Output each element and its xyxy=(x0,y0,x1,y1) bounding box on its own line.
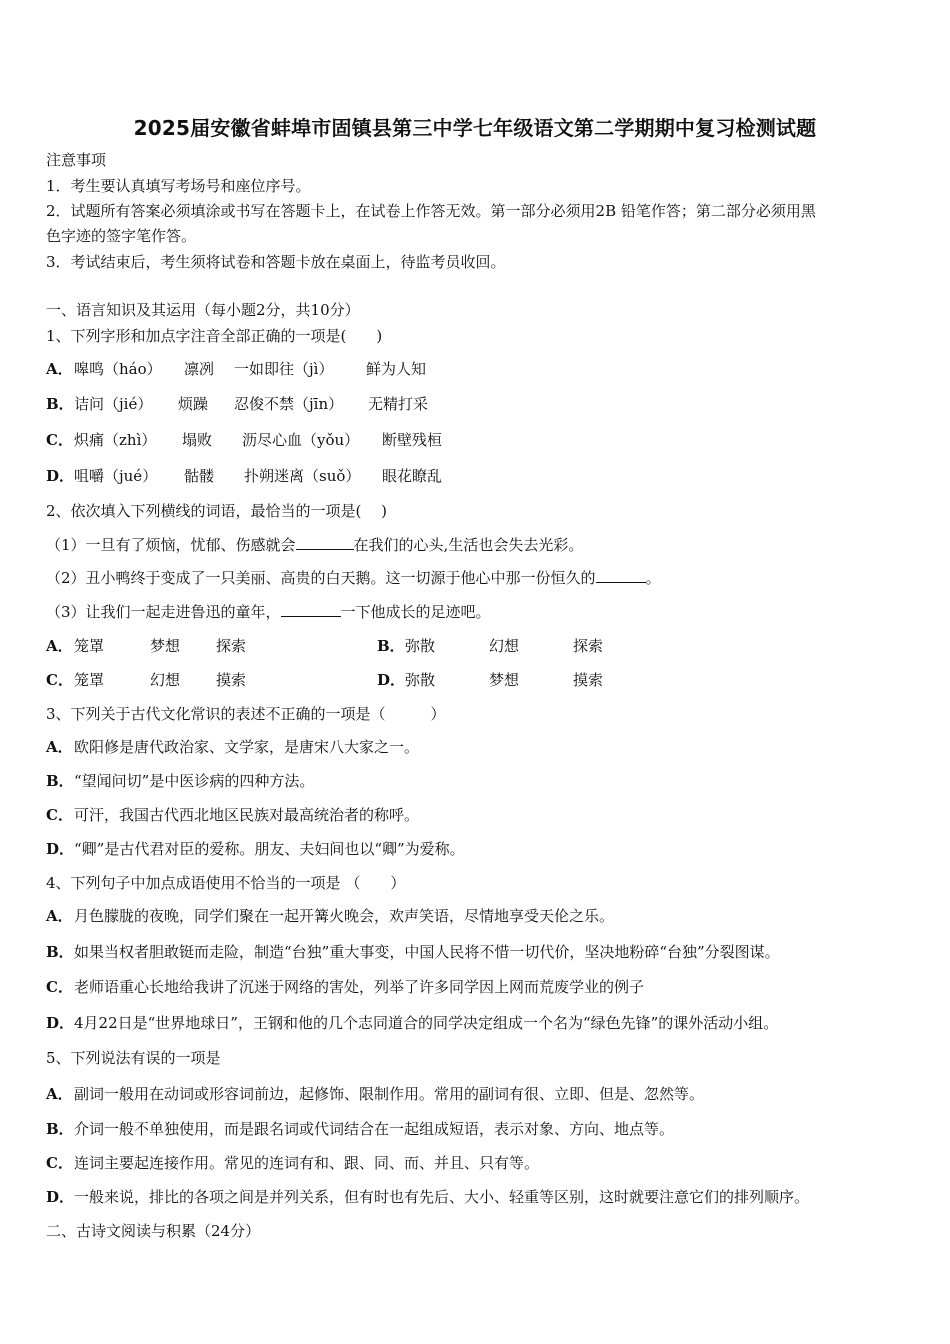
option-word: 诘问（jié） xyxy=(74,395,153,413)
option-label: D． xyxy=(46,840,75,858)
q4-option-a xyxy=(46,906,614,926)
option-word: 笼罩 xyxy=(74,637,105,655)
option-word: 炽痛（zhì） xyxy=(74,431,157,449)
notice-item-2-cont: 色字迹的签字笔作答。 xyxy=(46,227,197,245)
sentence-text: 一下他成长的足迹吧。 xyxy=(340,603,491,621)
section-heading-2: 二、古诗文阅读与积累（24分） xyxy=(46,1222,261,1240)
option-word: 扑朔迷离（suǒ） xyxy=(244,467,361,485)
option-label: D． xyxy=(46,1014,75,1032)
q2-option-b xyxy=(377,636,603,656)
option-word: 梦想 xyxy=(489,671,520,689)
option-text: 如果当权者胆敢铤而走险，制造“台独”重大事变，中国人民将不惜一切代价，坚决地粉碎“台独”分裂图谋。 xyxy=(74,943,780,961)
option-label: B． xyxy=(46,395,74,413)
sentence-text: （3）让我们一起走进鲁迅的童年， xyxy=(46,603,281,621)
option-word: 笼罩 xyxy=(74,671,105,689)
notice-item-1: 1．考生要认真填写考场号和座位序号。 xyxy=(46,177,311,195)
option-word: 咀嚼（jué） xyxy=(74,467,158,485)
q3-option-d xyxy=(46,839,465,859)
option-label: D． xyxy=(46,467,75,485)
q1-option-d xyxy=(46,466,442,486)
question-5-stem: 5、下列说法有误的一项是 xyxy=(46,1049,221,1067)
option-text: 连词主要起连接作用。常见的连词有和、跟、同、而、并且、只有等。 xyxy=(74,1154,540,1172)
q2-option-a xyxy=(46,636,246,656)
option-label: A． xyxy=(46,637,73,655)
option-text: 欧阳修是唐代政治家、文学家，是唐宋八大家之一。 xyxy=(74,738,420,756)
option-word: 沥尽心血（yǒu） xyxy=(242,431,360,449)
option-word: 无精打采 xyxy=(368,395,429,413)
option-word: 塌败 xyxy=(182,431,213,449)
option-text: 介词一般不单独使用，而是跟名词或代词结合在一起组成短语，表示对象、方向、地点等。 xyxy=(74,1120,675,1138)
option-label: D． xyxy=(46,1188,75,1206)
option-text: 可汗，我国古代西北地区民族对最高统治者的称呼。 xyxy=(74,806,420,824)
question-1-stem: 1、下列字形和加点字注音全部正确的一项是( ) xyxy=(46,327,383,345)
q5-option-b xyxy=(46,1119,674,1139)
option-label: A． xyxy=(46,360,73,378)
option-word: 断壁残桓 xyxy=(382,431,443,449)
page-title: 2025届安徽省蚌埠市固镇县第三中学七年级语文第二学期期中复习检测试题 xyxy=(133,116,817,140)
q1-option-b xyxy=(46,394,428,414)
option-label: A． xyxy=(46,1085,73,1103)
option-text: 月色朦胧的夜晚，同学们聚在一起开篝火晚会，欢声笑语，尽情地享受天伦之乐。 xyxy=(74,907,615,925)
option-word: 摸索 xyxy=(216,671,247,689)
option-word: 探索 xyxy=(216,637,247,655)
question-3-stem: 3、下列关于古代文化常识的表述不正确的一项是（ ） xyxy=(46,705,446,723)
option-label: B． xyxy=(46,772,74,790)
section-heading-1: 一、语言知识及其运用（每小题2分，共10分） xyxy=(46,301,360,319)
option-label: C． xyxy=(46,1154,73,1172)
q3-option-c xyxy=(46,805,419,825)
option-word: 凛冽 xyxy=(184,360,215,378)
question-2-stem: 2、依次填入下列横线的词语，最恰当的一项是( ) xyxy=(46,502,388,520)
sentence-text: 。 xyxy=(645,569,661,587)
option-word: 幻想 xyxy=(489,637,520,655)
option-label: B． xyxy=(46,1120,74,1138)
notice-heading: 注意事项 xyxy=(46,151,107,169)
question-4-stem: 4、下列句子中加点成语使用不恰当的一项是 （ ） xyxy=(46,874,406,892)
q1-option-a xyxy=(46,359,426,379)
option-word: 鲜为人知 xyxy=(366,360,427,378)
option-word: 探索 xyxy=(573,637,604,655)
q4-option-c xyxy=(46,977,644,997)
option-label: A． xyxy=(46,738,73,756)
option-label: B． xyxy=(377,637,405,655)
option-label: D． xyxy=(377,671,406,689)
option-word: 烦躁 xyxy=(178,395,209,413)
fill-blank[interactable] xyxy=(281,602,341,617)
option-label: B． xyxy=(46,943,74,961)
fill-blank[interactable] xyxy=(296,535,354,550)
option-word: 嗥鸣（háo） xyxy=(74,360,162,378)
sentence-text: （1）一旦有了烦恼，忧郁、伤感就会 xyxy=(46,536,296,554)
option-label: C． xyxy=(46,671,73,689)
q4-option-d xyxy=(46,1013,778,1033)
option-word: 幻想 xyxy=(150,671,181,689)
option-text: 4月22日是“世界地球日”，王钢和他的几个志同道合的同学决定组成一个名为“绿色先锋”的课外活动小组。 xyxy=(74,1014,779,1032)
option-text: 副词一般用在动词或形容词前边，起修饰、限制作用。常用的副词有很、立即、但是、忽然等。 xyxy=(74,1085,705,1103)
option-word: 一如即往（jì） xyxy=(234,360,334,378)
option-word: 骷髅 xyxy=(184,467,215,485)
notice-item-3: 3．考试结束后，考生须将试卷和答题卡放在桌面上，待监考员收回。 xyxy=(46,253,506,271)
q2-sentence-2 xyxy=(46,568,661,588)
q2-option-c xyxy=(46,670,246,690)
option-label: C． xyxy=(46,431,73,449)
option-text: “望闻问切”是中医诊病的四种方法。 xyxy=(74,772,315,790)
q5-option-a xyxy=(46,1084,704,1104)
option-text: 一般来说，排比的各项之间是并列关系，但有时也有先后、大小、轻重等区别，这时就要注意它们的排列顺序。 xyxy=(74,1188,810,1206)
option-label: C． xyxy=(46,978,73,996)
q4-option-b xyxy=(46,942,780,962)
option-word: 弥散 xyxy=(405,637,436,655)
q3-option-b xyxy=(46,771,314,791)
q2-option-d xyxy=(377,670,603,690)
option-label: C． xyxy=(46,806,73,824)
q5-option-d xyxy=(46,1187,809,1207)
option-text: “卿”是古代君对臣的爱称。朋友、夫妇间也以“卿”为爱称。 xyxy=(74,840,465,858)
option-word: 眼花瞭乱 xyxy=(382,467,443,485)
option-word: 摸索 xyxy=(573,671,604,689)
notice-item-2: 2．试题所有答案必须填涂或书写在答题卡上，在试卷上作答无效。第一部分必须用2B 铅笔作答；第二部分必须用黑 xyxy=(46,202,816,220)
sentence-text: 在我们的心头,生活也会失去光彩。 xyxy=(353,536,584,554)
option-word: 忍俊不禁（jīn） xyxy=(234,395,344,413)
option-word: 弥散 xyxy=(405,671,436,689)
q3-option-a xyxy=(46,737,419,757)
option-text: 老师语重心长地给我讲了沉迷于网络的害处，列举了许多同学因上网而荒废学业的例子 xyxy=(74,978,645,996)
sentence-text: （2）丑小鸭终于变成了一只美丽、高贵的白天鹅。这一切源于他心中那一份恒久的 xyxy=(46,569,596,587)
q1-option-c xyxy=(46,430,442,450)
fill-blank[interactable] xyxy=(596,568,646,583)
option-label: A． xyxy=(46,907,73,925)
option-word: 梦想 xyxy=(150,637,181,655)
q5-option-c xyxy=(46,1153,539,1173)
q2-sentence-3 xyxy=(46,602,491,622)
q2-sentence-1 xyxy=(46,535,583,555)
